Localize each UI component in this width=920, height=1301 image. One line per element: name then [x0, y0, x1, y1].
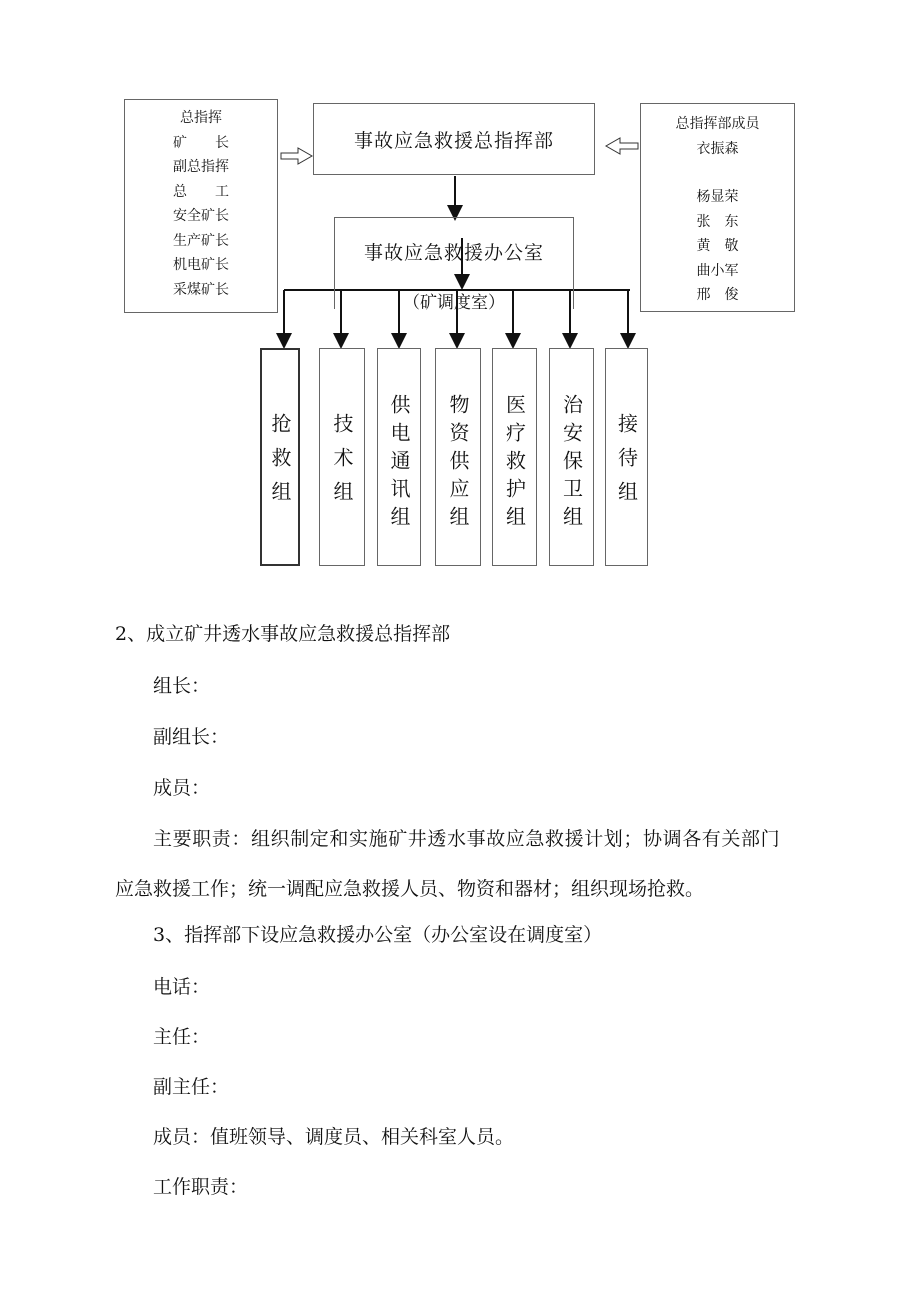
left-line: 总 工 — [173, 183, 229, 200]
left-line: 矿 长 — [173, 134, 229, 151]
group-security — [549, 348, 594, 566]
group-label: 技术组 — [330, 413, 354, 515]
group-label: 供电通讯组 — [387, 394, 411, 534]
duties-line-1: 主要职责：组织制定和实施矿井透水事故应急救援计划；协调各有关部门 — [153, 828, 781, 850]
emergency-office-box — [334, 217, 574, 313]
deputy-director-label: 副主任： — [153, 1076, 230, 1098]
duties-line-2: 应急救援工作；统一调配应急救援人员、物资和器材；组织现场抢救。 — [115, 878, 705, 900]
group-label: 抢救组 — [268, 413, 292, 515]
group-power-comms — [377, 348, 421, 566]
left-line: 生产矿长 — [173, 232, 229, 249]
section-3-heading: 3、指挥部下设应急救援办公室（办公室设在调度室） — [153, 924, 603, 946]
member-name: 黄 敬 — [696, 238, 739, 254]
group-rescue — [260, 348, 300, 566]
group-technical — [319, 348, 365, 566]
group-supplies — [435, 348, 481, 566]
phone-label: 电话： — [153, 976, 211, 998]
deputy-leader-label: 副组长： — [153, 726, 230, 748]
office-subtitle: （矿调度室） — [403, 293, 505, 313]
member-name: 衣振森 — [696, 140, 739, 157]
office-members: 成员：值班领导、调度员、相关科室人员。 — [153, 1126, 515, 1148]
left-line: 采煤矿长 — [173, 281, 229, 298]
command-center-title: 事故应急救援总指挥部 — [353, 129, 554, 152]
command-center-box — [313, 103, 595, 175]
group-label: 医疗救护组 — [502, 394, 527, 534]
left-line: 副总指挥 — [173, 159, 229, 175]
left-line: 机电矿长 — [173, 257, 229, 273]
office-title: 事故应急救援办公室 — [363, 242, 544, 264]
member-name: 曲小军 — [696, 262, 739, 279]
work-duties-label: 工作职责： — [153, 1176, 249, 1198]
left-leadership-box — [124, 99, 278, 313]
leader-label: 组长： — [153, 675, 211, 697]
members-header: 总指挥部成员 — [675, 116, 760, 132]
group-label: 治安保卫组 — [559, 394, 584, 534]
director-label: 主任： — [153, 1026, 211, 1048]
section-2-heading: 2、成立矿井透水事故应急救援总指挥部 — [115, 623, 451, 645]
member-name: 邢 俊 — [696, 287, 739, 303]
member-name: 杨显荣 — [696, 189, 739, 205]
group-reception — [605, 348, 648, 566]
left-line: 安全矿长 — [173, 208, 229, 224]
right-members-box — [640, 103, 795, 312]
group-label: 物资供应组 — [446, 394, 470, 534]
group-medical — [492, 348, 537, 566]
member-name: 张 东 — [696, 213, 739, 230]
hollow-arrow-left-icon — [606, 138, 638, 154]
left-line: 总指挥 — [180, 110, 222, 126]
group-label: 接待组 — [614, 413, 639, 515]
members-label: 成员： — [153, 777, 211, 799]
hollow-arrow-right-icon — [281, 148, 312, 164]
